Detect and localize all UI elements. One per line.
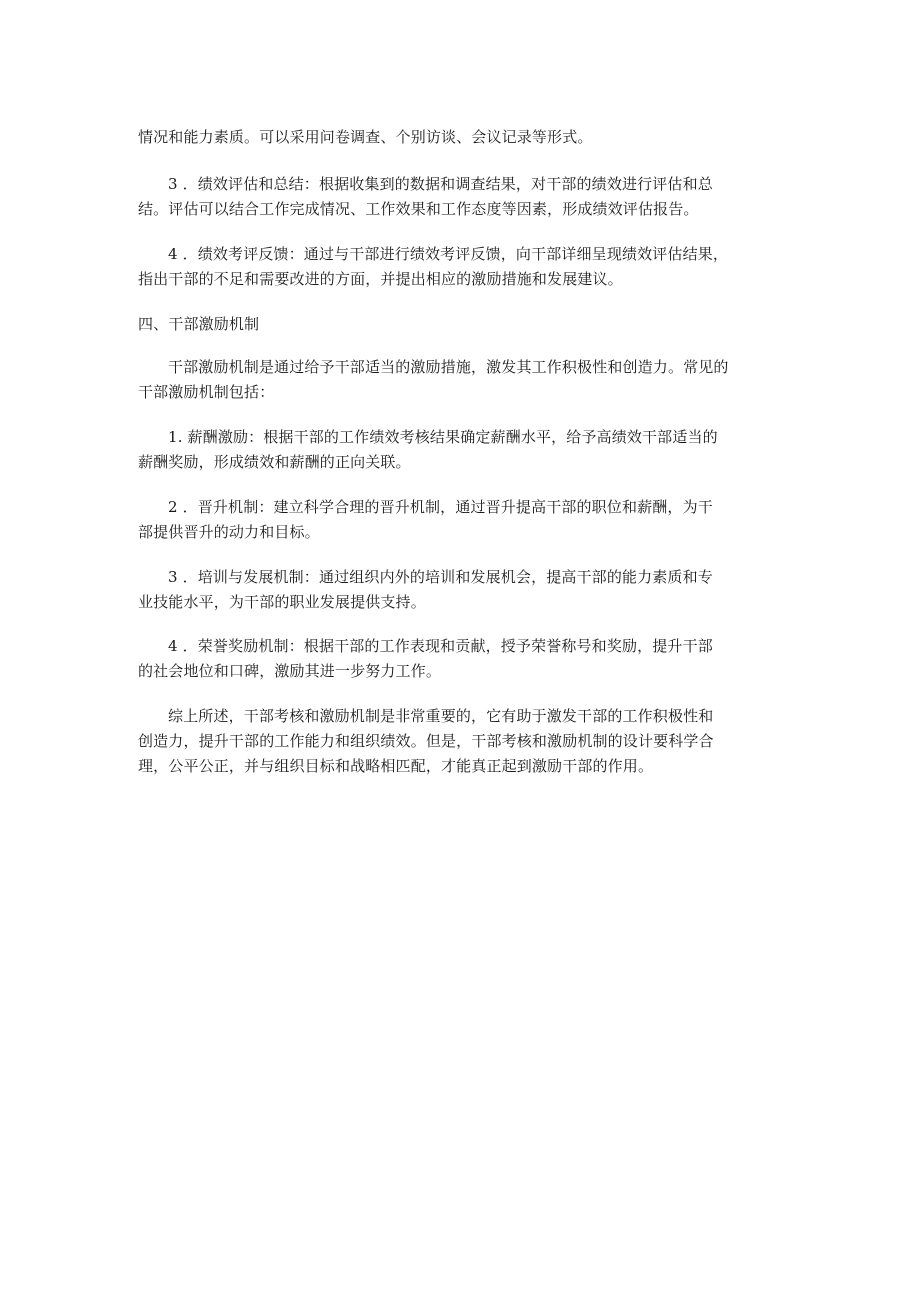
text-line: 创造力，提升干部的工作能力和组织绩效。但是，干部考核和激励机制的设计要科学合 xyxy=(138,732,714,750)
list-item-promotion xyxy=(138,495,788,545)
text-line: 情况和能力素质。可以采用问卷调查、个别访谈、会议记录等形式。 xyxy=(138,128,593,146)
text-line: 部提供晋升的动力和目标。 xyxy=(138,523,320,541)
text-line: 4 ．荣誉奖励机制：根据干部的工作表现和贡献，授予荣誉称号和奖励，提升干部 xyxy=(168,637,713,655)
paragraph-continuation xyxy=(138,125,788,150)
text-line: 理，公平公正，并与组织目标和战略相匹配，才能真正起到激励干部的作用。 xyxy=(138,757,654,775)
text-line: 业技能水平，为干部的职业发展提供支持。 xyxy=(138,593,426,611)
text-line: 4 ．绩效考评反馈：通过与干部进行绩效考评反馈，向干部详细呈现绩效评估结果， xyxy=(168,245,729,263)
text-line: 的社会地位和口碑，激励其进一步努力工作。 xyxy=(138,662,442,680)
text-line: 薪酬奖励，形成绩效和薪酬的正向关联。 xyxy=(138,453,411,471)
text-line: 干部激励机制包括： xyxy=(138,383,275,401)
list-item-salary-incentive xyxy=(138,425,788,475)
section-heading xyxy=(138,312,788,337)
text-line: 2 ．晋升机制：建立科学合理的晋升机制，通过晋升提高干部的职位和薪酬，为干 xyxy=(168,498,713,516)
heading-text: 四、干部激励机制 xyxy=(138,315,260,333)
list-item-training xyxy=(138,565,788,615)
text-line: 结。评估可以结合工作完成情况、工作效果和工作态度等因素，形成绩效评估报告。 xyxy=(138,200,699,218)
text-line: 综上所述，干部考核和激励机制是非常重要的，它有助于激发干部的工作积极性和 xyxy=(168,707,714,725)
list-item-performance-evaluation xyxy=(138,172,788,222)
text-line: 指出干部的不足和需要改进的方面，并提出相应的激励措施和发展建议。 xyxy=(138,270,623,288)
list-item-performance-feedback xyxy=(138,242,788,292)
text-line: 1. 薪酬激励：根据干部的工作绩效考核结果确定薪酬水平，给予高绩效干部适当的 xyxy=(168,428,718,446)
paragraph-conclusion xyxy=(138,704,788,779)
paragraph-intro xyxy=(138,355,788,405)
text-line: 3 ．培训与发展机制：通过组织内外的培训和发展机会，提高干部的能力素质和专 xyxy=(168,568,713,586)
list-item-honor xyxy=(138,634,788,684)
text-line: 3 ．绩效评估和总结：根据收集到的数据和调查结果，对干部的绩效进行评估和总 xyxy=(168,175,713,193)
text-line: 干部激励机制是通过给予干部适当的激励措施，激发其工作积极性和创造力。常见的 xyxy=(168,358,729,376)
